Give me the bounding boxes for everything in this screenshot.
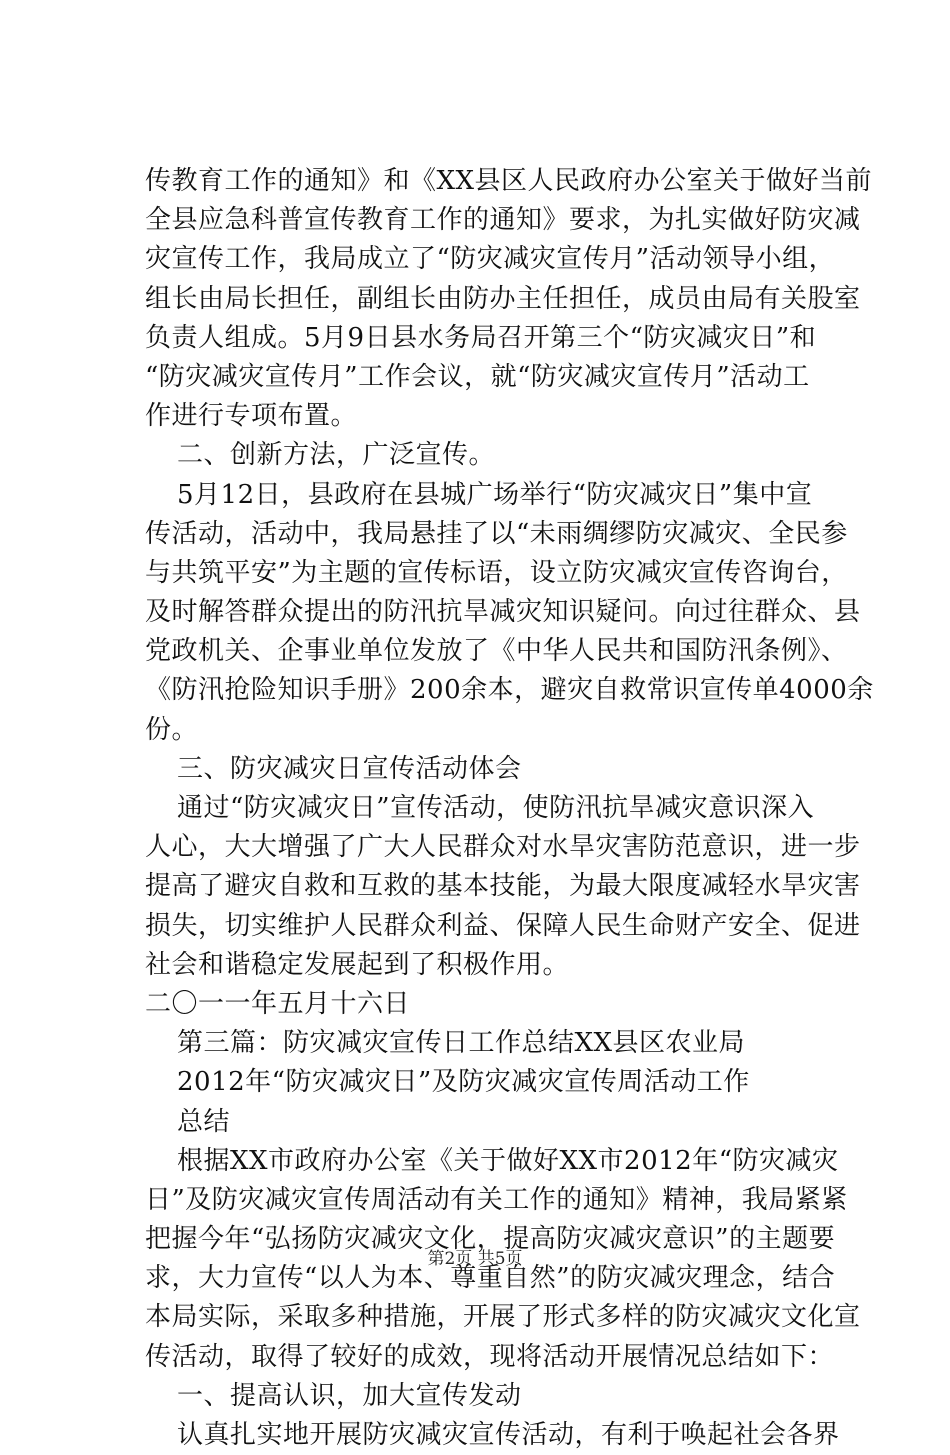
text-line: 根据XX市政府办公室《关于做好XX市2012年“防灾减灾 xyxy=(177,1145,839,1176)
text-line: 份。 xyxy=(145,714,199,745)
text-line: 传教育工作的通知》和《XX县区人民政府办公室关于做好当前 xyxy=(145,166,873,196)
text-line: 本局实际，采取多种措施，开展了形式多样的防灾减灾文化宣 xyxy=(145,1302,861,1333)
text-line: “防灾减灾宣传月”工作会议，就“防灾减灾宣传月”活动工 xyxy=(145,361,810,392)
text-line: 总结 xyxy=(177,1106,231,1137)
text-line: 负责人组成。5月9日县水务局召开第三个“防灾减灾日”和 xyxy=(145,322,817,353)
text-line: 传活动，活动中，我局悬挂了以“未雨绸缪防灾减灾、全民参 xyxy=(145,518,848,549)
text-line: 日”及防灾减灾宣传周活动有关工作的通知》精神，我局紧紧 xyxy=(145,1184,848,1215)
text-line: 5月12日，县政府在县城广场举行“防灾减灾日”集中宣 xyxy=(177,479,813,510)
page-footer: 第2页 共5页 xyxy=(427,1249,523,1269)
text-line: 求，大力宣传“以人为本、尊重自然”的防灾减灾理念，结合 xyxy=(145,1263,836,1294)
text-line: 第三篇：防灾减灾宣传日工作总结XX县区农业局 xyxy=(177,1028,746,1059)
text-line: 传活动，取得了较好的成效，现将活动开展情况总结如下： xyxy=(145,1341,835,1372)
text-line: 通过“防灾减灾日”宣传活动，使防汛抗旱减灾意识深入 xyxy=(177,793,815,823)
text-line: 2012年“防灾减灾日”及防灾减灾宣传周活动工作 xyxy=(177,1067,750,1098)
text-line: 全县应急科普宣传教育工作的通知》要求，为扎实做好防灾减 xyxy=(145,205,861,236)
text-line: 人心，大大增强了广大人民群众对水旱灾害防范意识，进一步 xyxy=(145,832,861,863)
text-line: 二〇一一年五月十六日 xyxy=(145,988,411,1019)
text-line: 及时解答群众提出的防汛抗旱减灾知识疑问。向过往群众、县 xyxy=(145,597,861,628)
text-line: 与共筑平安”为主题的宣传标语，设立防灾减灾宣传咨询台， xyxy=(145,557,848,588)
text-line: 损失，切实维护人民群众利益、保障人民生命财产安全、促进 xyxy=(145,910,861,941)
text-line: 二、创新方法，广泛宣传。 xyxy=(177,440,496,471)
text-line: 灾宣传工作，我局成立了“防灾减灾宣传月”活动领导小组， xyxy=(145,244,836,275)
text-line: 认真扎实地开展防灾减灾宣传活动，有利于唤起社会各界 xyxy=(177,1420,840,1450)
text-line: 一、提高认识，加大宣传发动 xyxy=(177,1380,522,1411)
text-line: 提高了避灾自救和互救的基本技能，为最大限度减轻水旱灾害 xyxy=(145,871,861,902)
text-line: 把握今年“弘扬防灾减灾文化，提高防灾减灾意识”的主题要 xyxy=(145,1224,836,1255)
text-line: 组长由局长担任，副组长由防办主任担任，成员由局有关股室 xyxy=(145,283,861,314)
text-line: 三、防灾减灾日宣传活动体会 xyxy=(177,753,522,784)
text-line: 作进行专项布置。 xyxy=(145,401,358,432)
text-line: 《防汛抢险知识手册》200余本，避灾自救常识宣传单4000余 xyxy=(145,675,874,706)
text-line: 党政机关、企事业单位发放了《中华人民共和国防汛条例》、 xyxy=(145,636,848,667)
text-line: 社会和谐稳定发展起到了积极作用。 xyxy=(145,949,570,980)
